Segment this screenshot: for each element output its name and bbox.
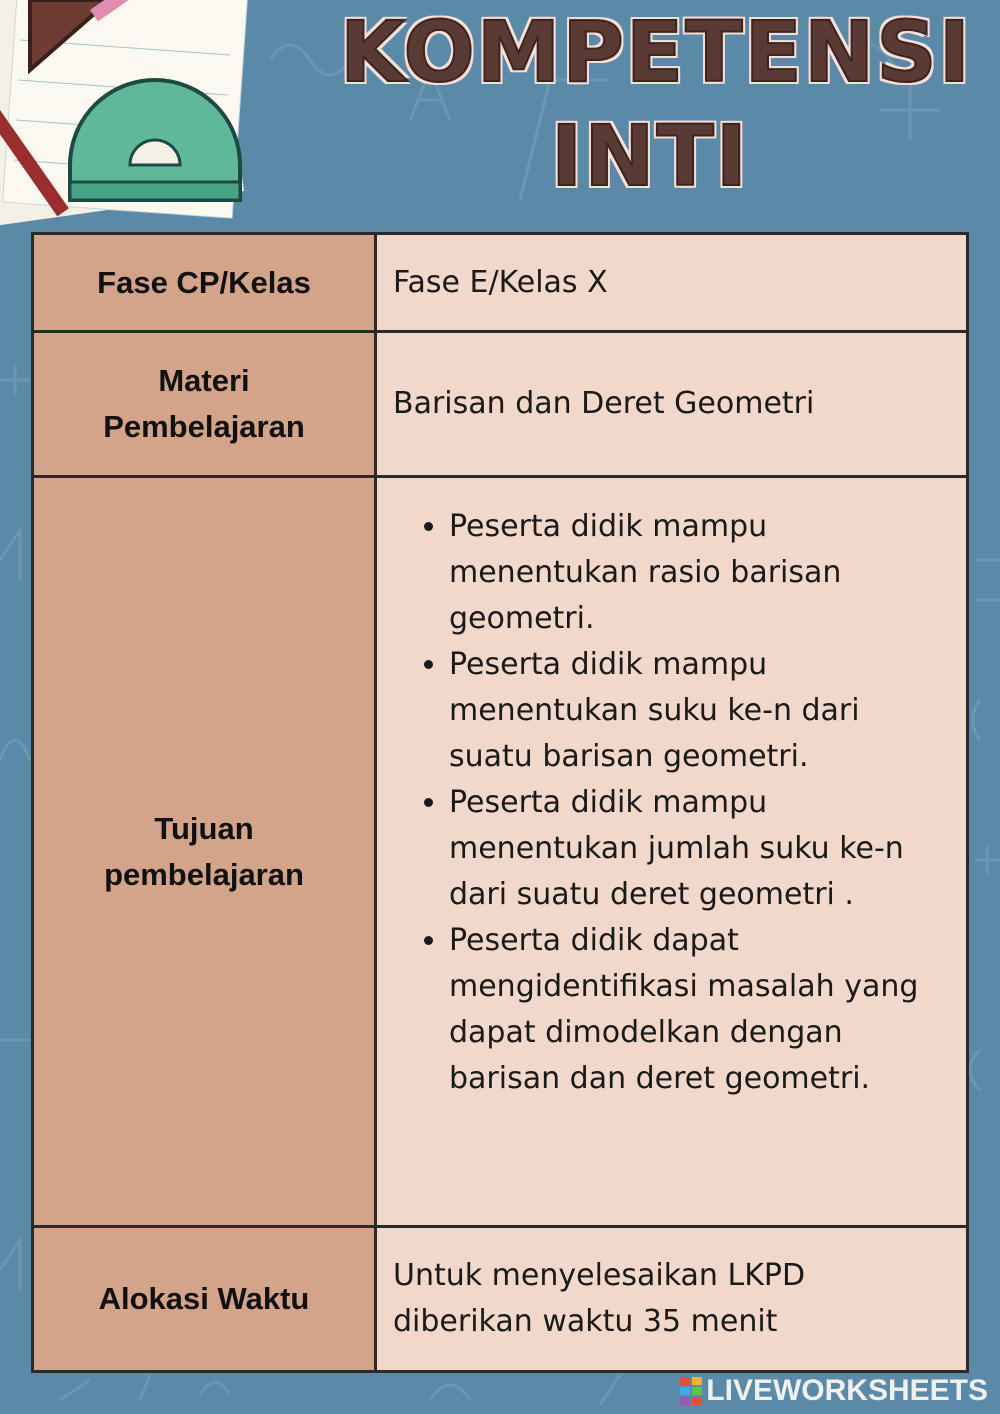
liveworksheets-mark-icon: [680, 1377, 702, 1405]
list-item: • Peserta didik mampu menentukan jumlah suku ke-n dari suatu deret geometri .: [449, 780, 950, 918]
title-line-2: INTI: [550, 107, 750, 205]
table-row-alokasi: [33, 1227, 968, 1372]
fase-label: Fase CP/Kelas: [33, 234, 376, 332]
materi-label-line-1: Materi: [158, 363, 250, 398]
page-title: [340, 0, 972, 208]
tujuan-label-line-2: pembelajaran: [104, 856, 304, 892]
watermark-text: LIVEWORKSHEETS: [706, 1374, 988, 1407]
table-row-materi: [33, 332, 968, 477]
alokasi-value-line-1: Untuk menyelesaikan LKPD: [393, 1258, 806, 1293]
stationery-illustration: [0, 0, 260, 230]
materi-label: [33, 332, 376, 477]
alokasi-label: Alokasi Waktu: [33, 1227, 376, 1372]
alokasi-value-line-2: diberikan waktu 35 menit: [393, 1304, 778, 1339]
tujuan-label-line-1: Tujuan: [154, 810, 254, 846]
fase-value: Fase E/Kelas X: [376, 234, 968, 332]
tujuan-label: [33, 477, 376, 1227]
materi-value: Barisan dan Deret Geometri: [376, 332, 968, 477]
materi-label-line-2: Pembelajaran: [103, 409, 305, 444]
table-row-tujuan: [33, 477, 968, 1227]
list-item: • Peserta didik mampu menentukan suku ke-n dari suatu barisan geometri.: [449, 642, 950, 780]
alokasi-value: [376, 1227, 968, 1372]
list-item: • Peserta didik dapat mengidentifikasi masalah yang dapat dimodelkan dengan barisan dan deret geometri.: [449, 918, 950, 1102]
table-row-fase: [33, 234, 968, 332]
learning-goals-list: [393, 504, 950, 1102]
title-line-1: KOMPETENSI: [340, 3, 972, 101]
competency-table: [31, 232, 969, 1373]
tujuan-value: [376, 477, 968, 1227]
liveworksheets-logo[interactable]: [680, 1374, 988, 1408]
list-item: • Peserta didik mampu menentukan rasio barisan geometri.: [449, 504, 950, 642]
